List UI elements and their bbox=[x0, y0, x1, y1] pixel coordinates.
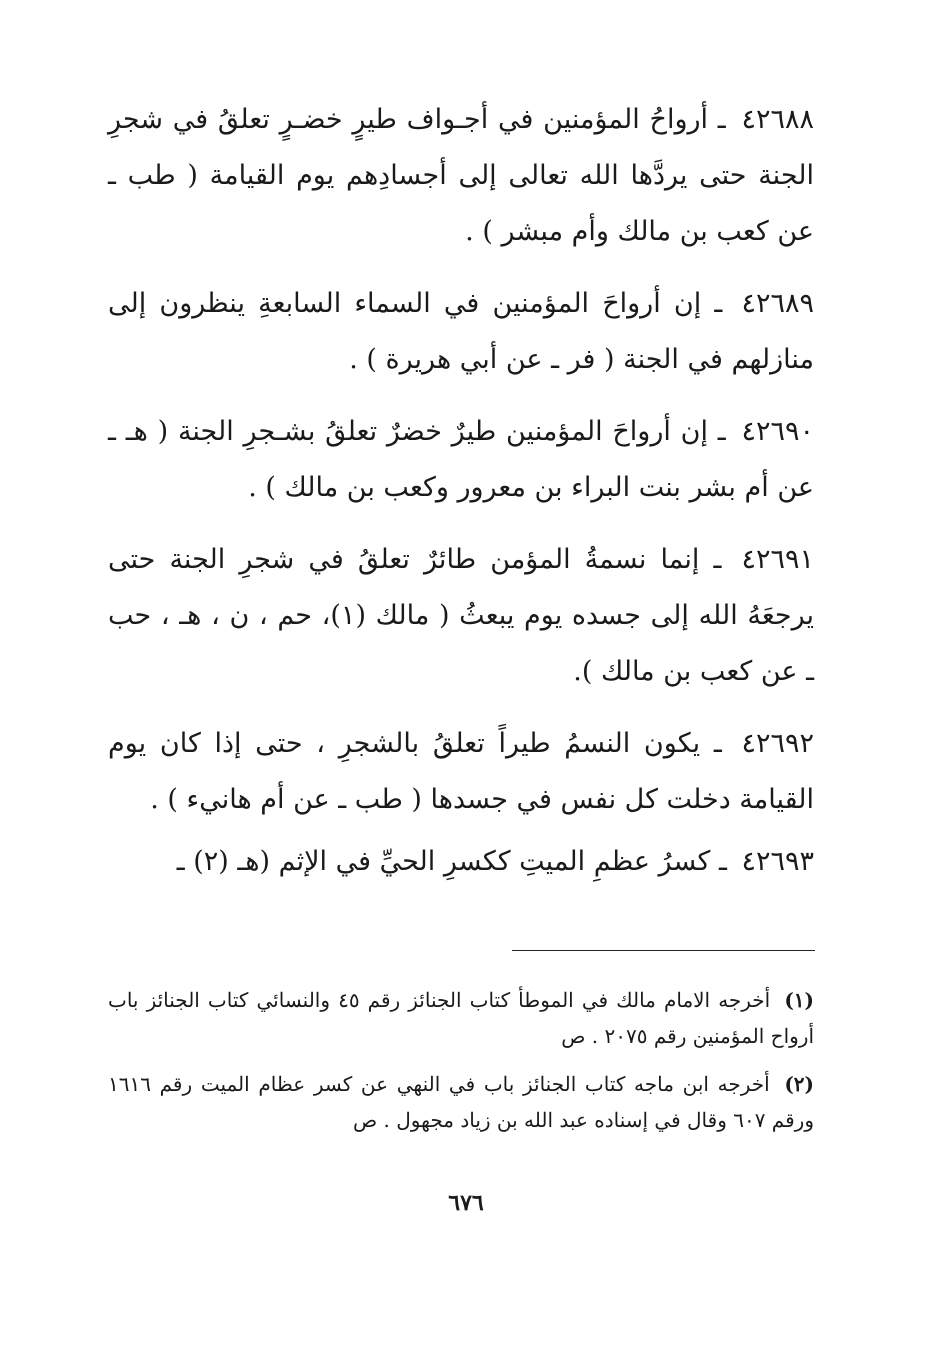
hadith-text: ـ كسرُ عظمِ الميتِ ككسرِ الحيِّ في الإثم (هـ (٢) ـ bbox=[176, 846, 727, 877]
hadith-text: ـ إنما نسمةُ المؤمن طائرٌ تعلقُ في شجرِ الجنة حتى يرجعَهُ الله إلى جسده يوم يبعثُ ( مالك (١)، حم ، ن ، هـ ، حب ـ عن كعب بن مالك ). bbox=[108, 544, 814, 687]
hadith-text: ـ إن أرواحَ المؤمنين طيرٌ خضرٌ تعلقُ بشـجرِ الجنة ( هـ ـ عن أم بشر بنت البراء بن معرور وكعب بن مالك ) . bbox=[108, 416, 814, 503]
hadith-entry bbox=[108, 276, 814, 388]
hadith-entry bbox=[108, 716, 814, 828]
footnote bbox=[108, 1066, 814, 1138]
footnote-marker: (٢) bbox=[784, 1072, 815, 1096]
hadith-number: ٤٢٦٩٢ bbox=[741, 728, 814, 759]
hadith-text: ـ أرواحُ المؤمنين في أجـواف طيرٍ خضـرٍ تعلقُ في شجرِ الجنة حتى يردَّها الله تعالى إلى أجسادِهم يوم القيامة ( طب ـ عن كعب بن مالك وأم مبشر ) . bbox=[108, 104, 814, 247]
footnote-divider bbox=[512, 950, 815, 951]
hadith-entry bbox=[108, 404, 814, 516]
hadith-number: ٤٢٦٩٣ bbox=[741, 846, 814, 877]
hadith-text: ـ إن أرواحَ المؤمنين في السماء السابعةِ ينظرون إلى منازلهم في الجنة ( فر ـ عن أبي هريرة ) . bbox=[108, 288, 814, 375]
footnotes bbox=[108, 982, 814, 1150]
hadith-number: ٤٢٦٨٨ bbox=[741, 104, 814, 135]
hadith-number: ٤٢٦٨٩ bbox=[741, 288, 814, 319]
footnote-text: أخرجه ابن ماجه كتاب الجنائز باب في النهي عن كسر عظام الميت رقم ١٦١٦ ورقم ٦٠٧ وقال في إسناده عبد الله بن زياد مجهول . ص bbox=[108, 1072, 814, 1132]
hadith-entry bbox=[108, 92, 814, 260]
hadith-text: ـ يكون النسمُ طيراً تعلقُ بالشجرِ ، حتى إذا كان يوم القيامة دخلت كل نفس في جسدها ( طب ـ عن أم هانيء ) . bbox=[108, 728, 814, 815]
footnote-marker: (١) bbox=[784, 988, 814, 1012]
hadith-number: ٤٢٦٩١ bbox=[741, 544, 814, 575]
hadith-entry bbox=[108, 532, 814, 700]
hadith-number: ٤٢٦٩٠ bbox=[741, 416, 814, 447]
footnote-text: أخرجه الامام مالك في الموطأ كتاب الجنائز رقم ٤٥ والنسائي كتاب الجنائز باب أرواح المؤمنين رقم ٢٠٧٥ . ص bbox=[108, 988, 814, 1048]
page-number: ٦٧٦ bbox=[448, 1190, 484, 1216]
hadith-entry bbox=[108, 834, 814, 890]
footnote bbox=[108, 982, 814, 1054]
page-body bbox=[108, 92, 814, 906]
